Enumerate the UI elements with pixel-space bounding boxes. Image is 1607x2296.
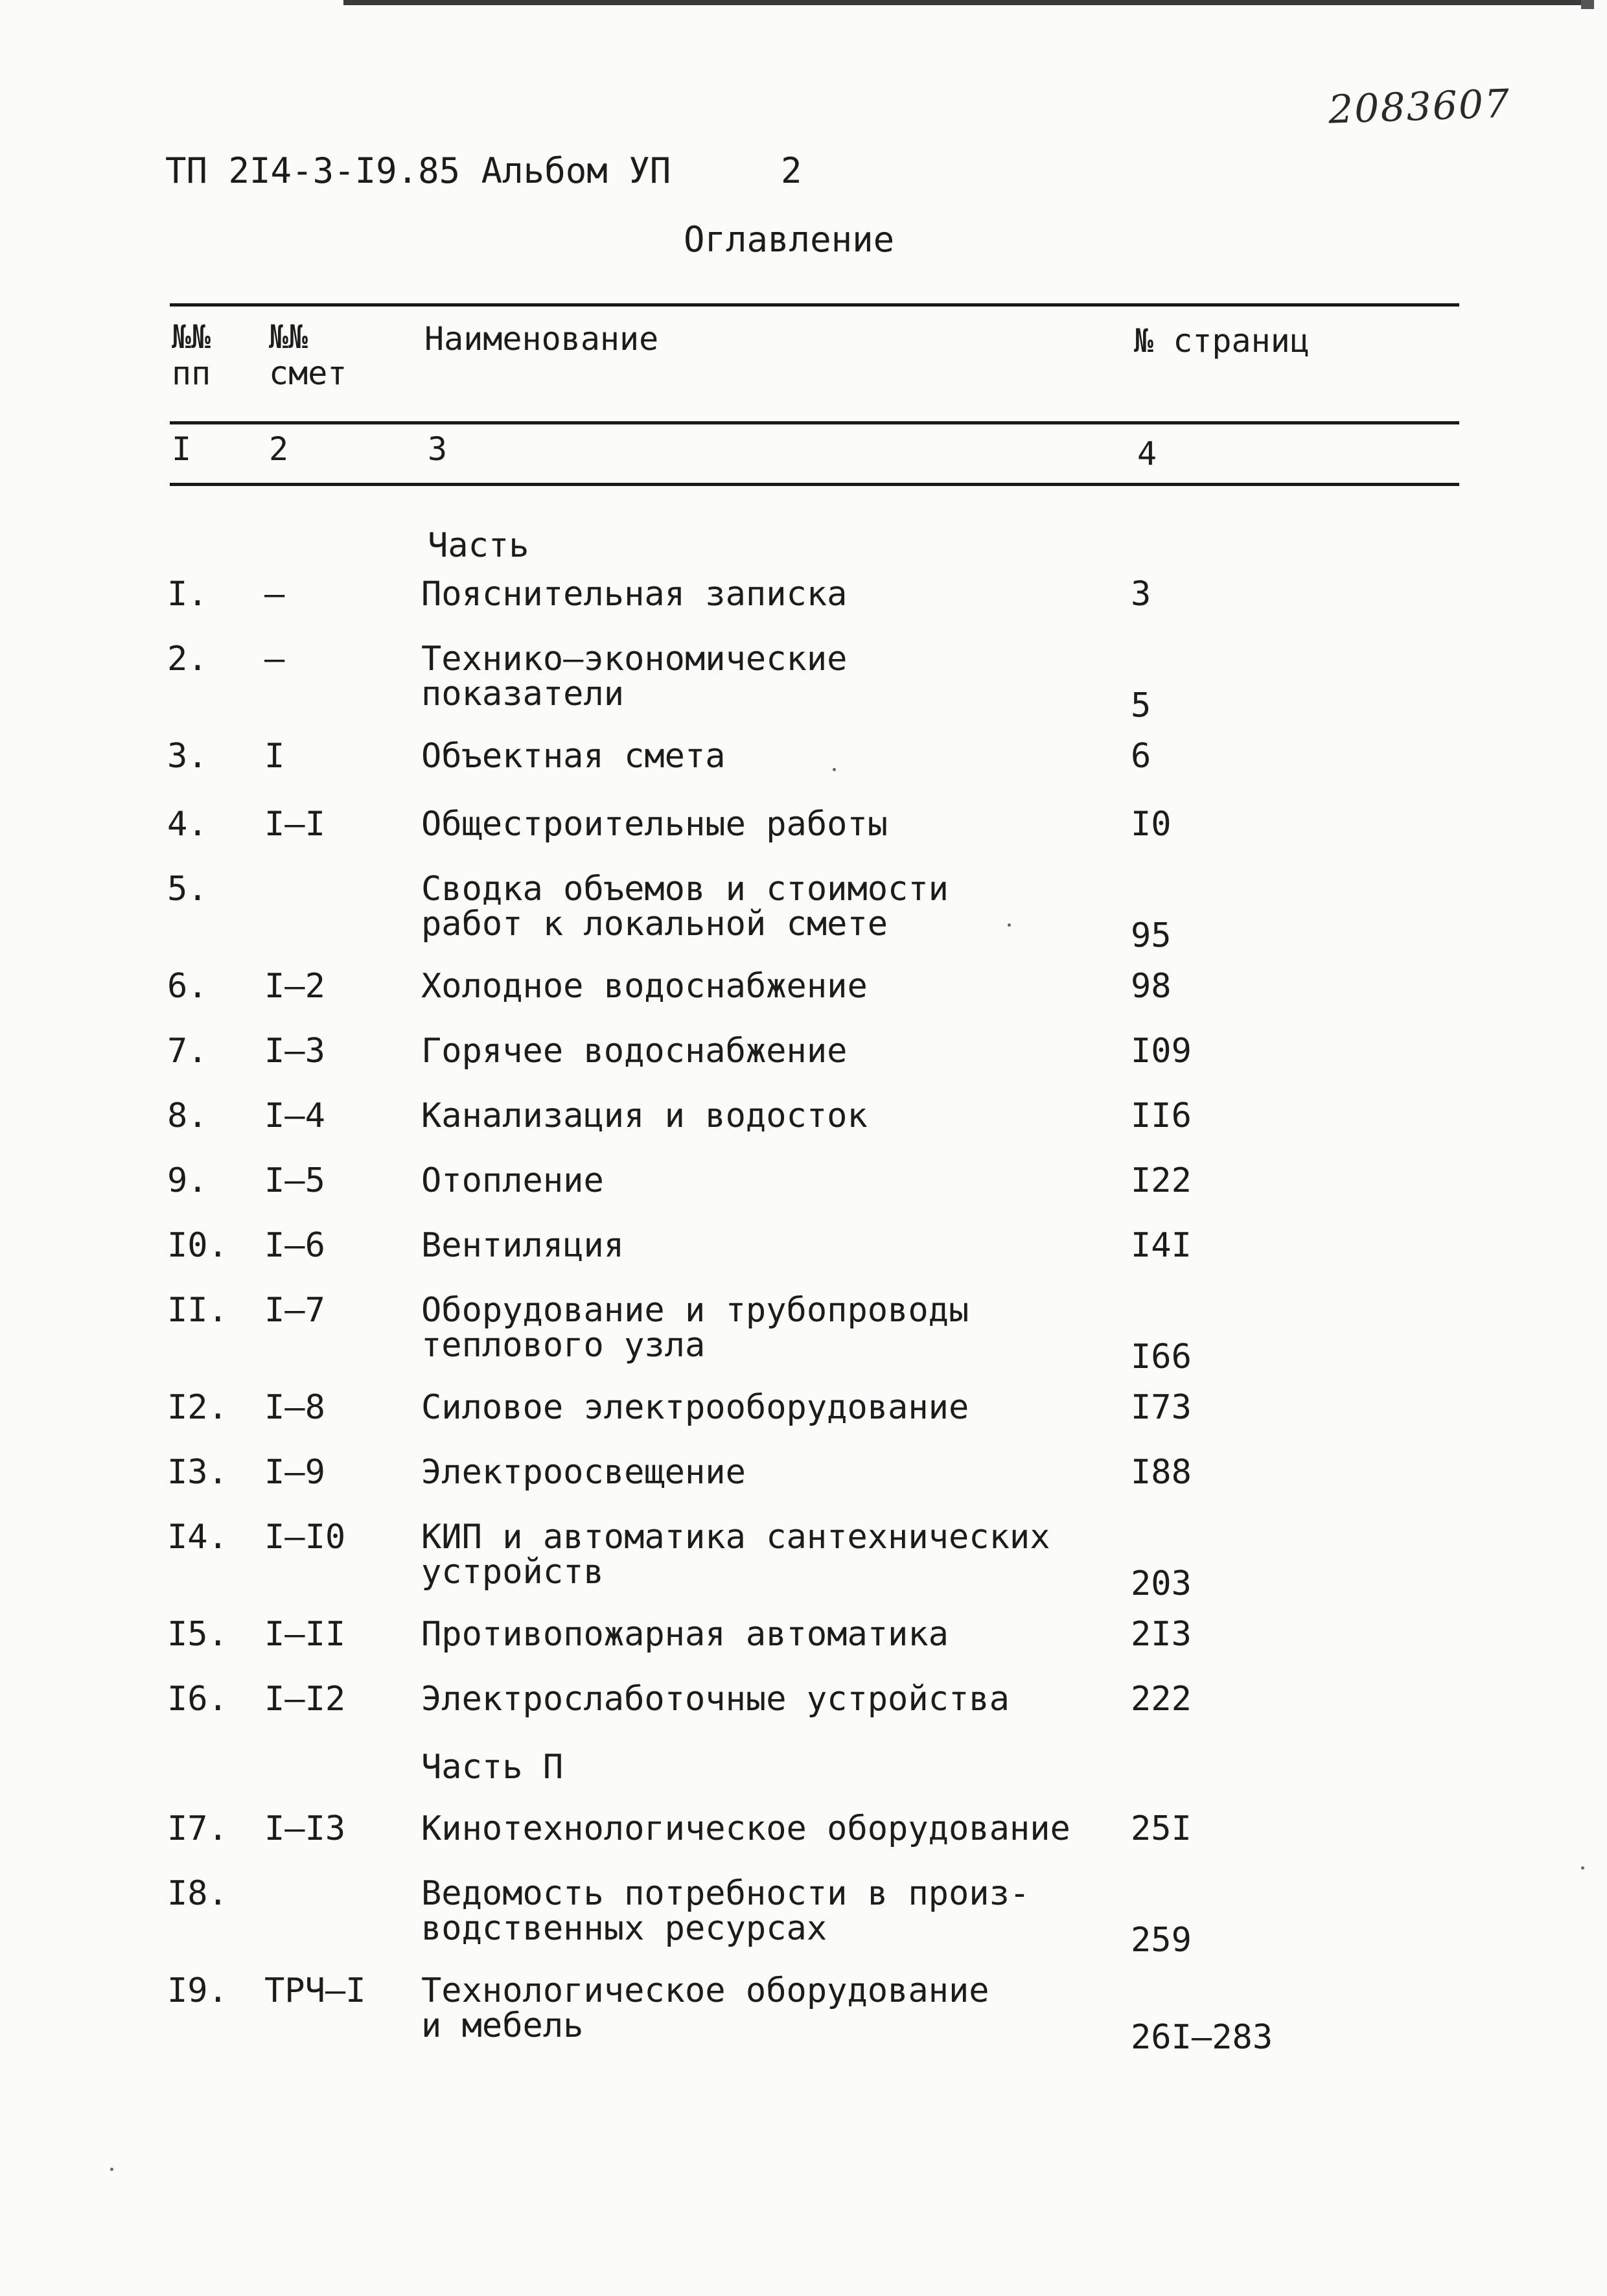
toc-row-name: Противопожарная автоматика: [421, 1615, 949, 1654]
toc-row-name: Отопление: [421, 1161, 604, 1200]
toc-row-number: I8.: [167, 1874, 228, 1913]
toc-row-estimate: –: [264, 575, 285, 614]
toc-row-number: I4.: [167, 1518, 228, 1557]
toc-row-pages: 203: [1131, 1564, 1192, 1603]
toc-row-number: I.: [167, 575, 208, 614]
table-top-rule: [170, 303, 1459, 307]
toc-row-pages: 222: [1131, 1680, 1192, 1719]
part-2-label: Часть П: [421, 1748, 564, 1787]
toc-row-number: 2.: [167, 640, 208, 678]
toc-row-name: Технологическое оборудование и мебель: [421, 1971, 989, 2045]
top-edge-mark: [1581, 0, 1594, 9]
toc-row-pages: I73: [1131, 1388, 1192, 1427]
inventory-number: 2083607: [1327, 81, 1512, 133]
toc-row-name: Технико–экономические показатели: [421, 640, 848, 713]
header-col-pages: № страниц: [1134, 322, 1310, 360]
scan-speck: [833, 768, 836, 771]
toc-row-estimate: I–I0: [264, 1518, 346, 1557]
toc-row-pages: 95: [1131, 916, 1172, 955]
toc-row-name: Холодное водоснабжение: [421, 967, 868, 1006]
toc-row-name: Общестроительные работы: [421, 805, 888, 844]
toc-row-pages: I4I: [1131, 1226, 1192, 1265]
toc-row-estimate: –: [264, 640, 285, 678]
toc-row-number: 8.: [167, 1096, 208, 1135]
toc-row-estimate: I: [264, 737, 285, 776]
toc-row-estimate: I–8: [264, 1388, 325, 1427]
toc-row-pages: 25I: [1131, 1809, 1192, 1848]
toc-row-pages: 259: [1131, 1921, 1192, 1960]
toc-row-name: Ведомость потребности в произ- водственных ресурсах: [421, 1874, 1030, 1948]
part-1-label: Часть: [428, 526, 529, 565]
toc-row-name: Кинотехнологическое оборудование: [421, 1809, 1070, 1848]
toc-row-name: Объектная смета: [421, 737, 726, 776]
toc-row-number: I7.: [167, 1809, 228, 1848]
toc-row-pages: 3: [1131, 575, 1151, 614]
toc-row-number: I5.: [167, 1615, 228, 1654]
toc-row-number: 9.: [167, 1161, 208, 1200]
toc-row-pages: I66: [1131, 1338, 1192, 1376]
toc-row-estimate: I–I3: [264, 1809, 346, 1848]
toc-row-number: I0.: [167, 1226, 228, 1265]
toc-row-estimate: I–I2: [264, 1680, 346, 1719]
toc-row-pages: 98: [1131, 967, 1172, 1006]
toc-row-name: Горячее водоснабжение: [421, 1032, 848, 1071]
toc-row-pages: I09: [1131, 1032, 1192, 1071]
toc-row-name: Оборудование и трубопроводы теплового узла: [421, 1291, 969, 1365]
header-mid-rule: [170, 421, 1459, 424]
toc-row-name: КИП и автоматика сантехнических устройств: [421, 1518, 1050, 1592]
toc-row-estimate: I–4: [264, 1096, 325, 1135]
toc-row-pages: I88: [1131, 1453, 1192, 1492]
toc-row-number: I3.: [167, 1453, 228, 1492]
toc-row-estimate: I–3: [264, 1032, 325, 1071]
toc-row-name: Вентиляция: [421, 1226, 625, 1265]
toc-row-name: Канализация и водосток: [421, 1096, 868, 1135]
toc-row-pages: 2I3: [1131, 1615, 1192, 1654]
toc-row-estimate: I–2: [264, 967, 325, 1006]
toc-row-pages: 5: [1131, 686, 1151, 725]
toc-row-number: II.: [167, 1291, 228, 1330]
toc-row-number: 4.: [167, 805, 208, 844]
header-bottom-rule: [170, 483, 1459, 486]
toc-row-pages: I0: [1131, 805, 1172, 844]
scan-speck: [1581, 1866, 1584, 1870]
scan-speck: [1008, 923, 1011, 927]
toc-row-name: Силовое электрооборудование: [421, 1388, 969, 1427]
header-col-estimate: №№ смет: [269, 318, 347, 392]
toc-row-estimate: I–6: [264, 1226, 325, 1265]
toc-row-number: 3.: [167, 737, 208, 776]
col-number-3: 3: [428, 430, 448, 468]
toc-row-estimate: I–II: [264, 1615, 346, 1654]
toc-row-pages: I22: [1131, 1161, 1192, 1200]
toc-row-estimate: I–7: [264, 1291, 325, 1330]
toc-row-number: 7.: [167, 1032, 208, 1071]
toc-row-number: 5.: [167, 870, 208, 909]
toc-row-name: Пояснительная записка: [421, 575, 848, 614]
toc-row-estimate: I–I: [264, 805, 325, 844]
header-col-name: Наименование: [424, 320, 659, 358]
scan-speck: [110, 2168, 113, 2171]
toc-row-number: I6.: [167, 1680, 228, 1719]
top-edge-line: [343, 0, 1581, 5]
col-number-1: I: [172, 430, 192, 468]
toc-row-number: 6.: [167, 967, 208, 1006]
toc-row-pages: II6: [1131, 1096, 1192, 1135]
toc-row-number: I2.: [167, 1388, 228, 1427]
toc-title: Оглавление: [684, 219, 895, 260]
header-col-number: №№ пп: [172, 318, 211, 392]
toc-row-name: Электроосвещение: [421, 1453, 746, 1492]
toc-row-name: Электрослаботочные устройства: [421, 1680, 1010, 1719]
toc-row-name: Сводка объемов и стоимости работ к локальной смете: [421, 870, 949, 944]
col-number-2: 2: [269, 430, 289, 468]
toc-row-number: I9.: [167, 1971, 228, 2010]
toc-row-estimate: I–5: [264, 1161, 325, 1200]
toc-row-estimate: ТРЧ–I: [264, 1971, 366, 2010]
toc-row-estimate: I–9: [264, 1453, 325, 1492]
toc-row-pages: 6: [1131, 737, 1151, 776]
page-number: 2: [781, 150, 802, 191]
toc-row-pages: 26I–283: [1131, 2018, 1273, 2057]
document-code: ТП 2I4-3-I9.85 Альбом УП: [165, 150, 671, 191]
col-number-4: 4: [1137, 435, 1157, 472]
